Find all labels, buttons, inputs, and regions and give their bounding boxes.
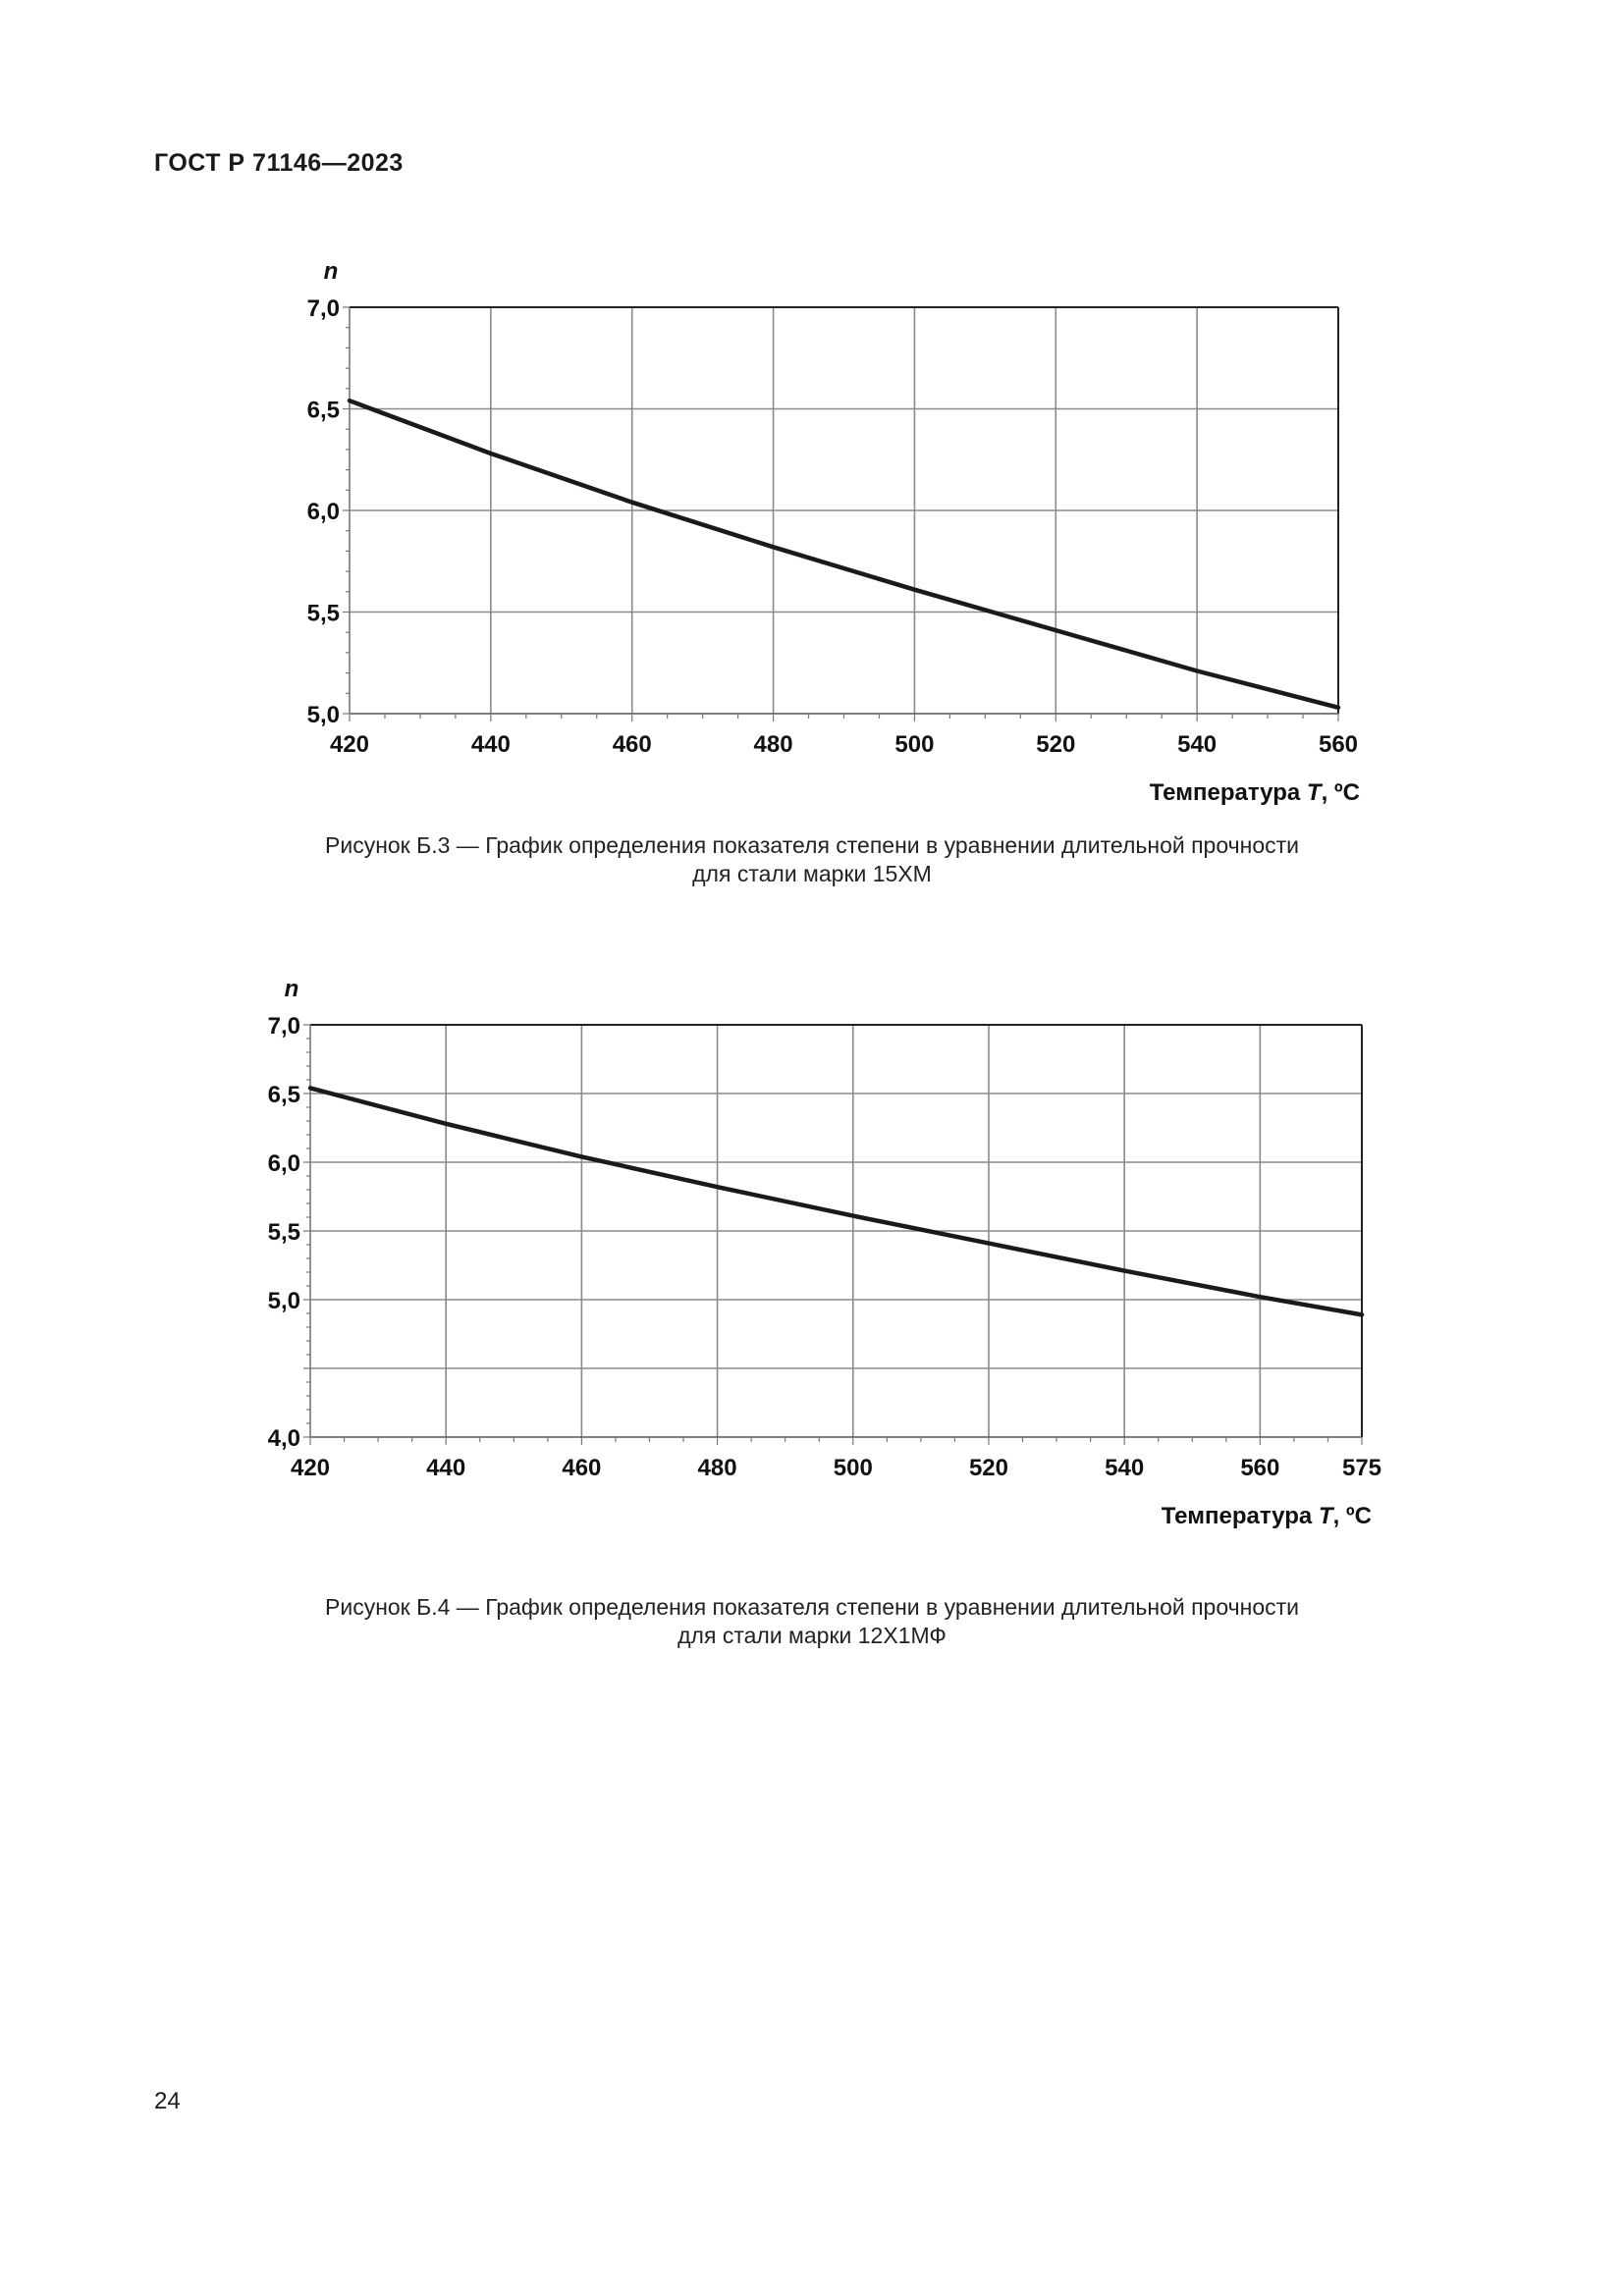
caption-line: для стали марки 15ХМ xyxy=(692,861,932,886)
x-tick-label: 480 xyxy=(697,1455,737,1481)
y-tick-label: 6,5 xyxy=(306,397,340,424)
caption-line: Рисунок Б.3 — График определения показателя степени в уравнении длительной прочности xyxy=(325,832,1299,858)
y-axis-label: n xyxy=(284,976,299,1002)
data-series-line xyxy=(310,1088,1362,1314)
document-header: ГОСТ Р 71146—2023 xyxy=(154,149,404,177)
x-tick-label: 540 xyxy=(1177,731,1218,758)
page-number: 24 xyxy=(154,2088,181,2114)
y-axis-label: n xyxy=(323,258,339,285)
x-tick-label: 480 xyxy=(753,731,793,758)
x-tick-label: 500 xyxy=(833,1455,873,1481)
x-tick-label: 460 xyxy=(562,1455,602,1481)
x-tick-label: 560 xyxy=(1240,1455,1280,1481)
x-tick-label: 460 xyxy=(612,731,652,758)
x-tick-label: 440 xyxy=(470,731,511,758)
y-tick-label: 5,5 xyxy=(267,1219,300,1246)
x-tick-label: 520 xyxy=(968,1455,1008,1481)
x-axis-label: Температура T, ºС xyxy=(1149,779,1360,806)
y-tick-label: 6,0 xyxy=(306,499,340,525)
y-tick-label: 5,5 xyxy=(306,600,340,627)
x-tick-label: 520 xyxy=(1036,731,1076,758)
x-axis-label: Температура T, ºС xyxy=(1161,1503,1372,1529)
x-tick-label: 500 xyxy=(894,731,935,758)
y-tick-label: 7,0 xyxy=(306,295,340,322)
y-tick-label: 5,0 xyxy=(306,702,340,728)
x-tick-label: 420 xyxy=(329,731,370,758)
y-tick-label: 4,0 xyxy=(267,1425,300,1452)
y-tick-label: 5,0 xyxy=(267,1288,300,1314)
caption-line: Рисунок Б.4 — График определения показателя степени в уравнении длительной прочности xyxy=(325,1594,1299,1620)
caption-line: для стали марки 12Х1МФ xyxy=(677,1623,947,1648)
figure-caption-b4 xyxy=(223,1593,1401,1650)
y-tick-label: 6,5 xyxy=(267,1082,300,1108)
x-tick-label: 440 xyxy=(426,1455,466,1481)
x-tick-label: 575 xyxy=(1341,1455,1382,1481)
x-tick-label: 420 xyxy=(290,1455,331,1481)
x-tick-label: 540 xyxy=(1105,1455,1145,1481)
y-tick-label: 7,0 xyxy=(267,1013,300,1040)
x-tick-label: 560 xyxy=(1318,731,1359,758)
y-tick-label: 6,0 xyxy=(267,1150,300,1177)
